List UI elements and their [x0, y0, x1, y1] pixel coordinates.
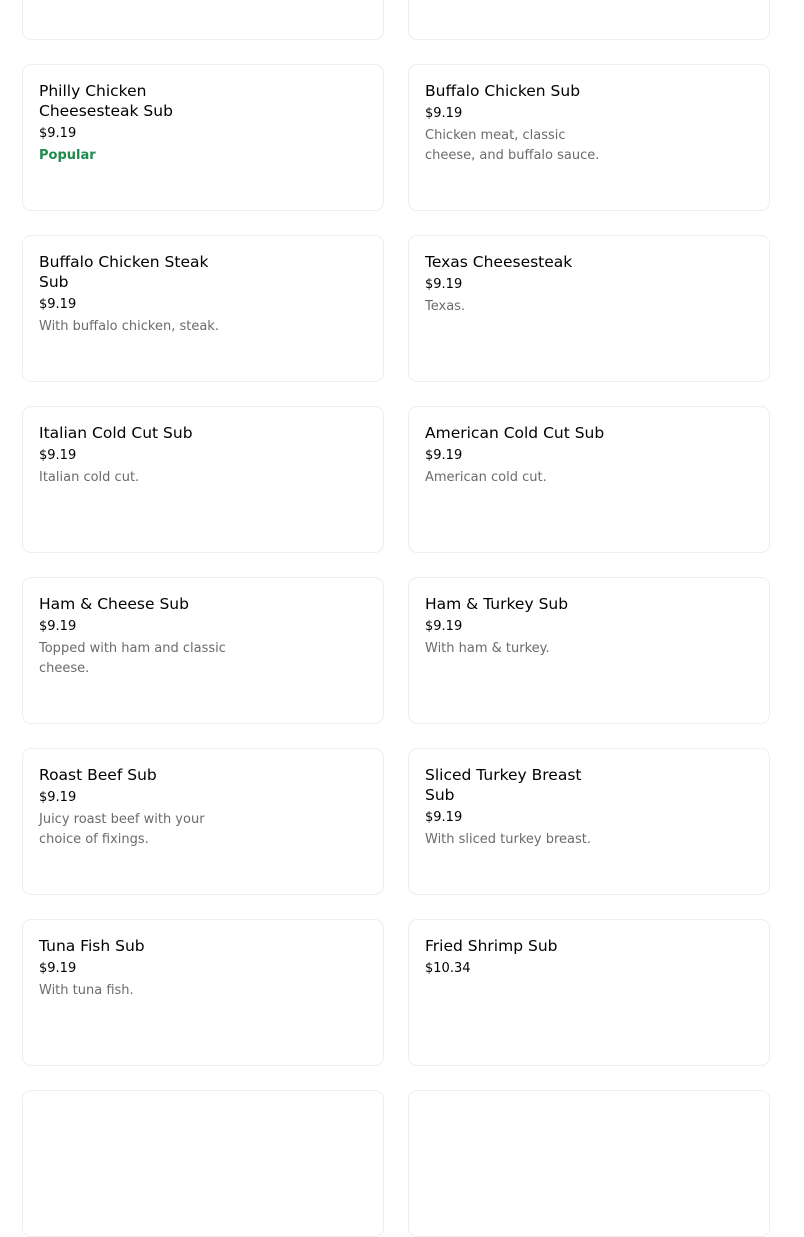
menu-item-name: Buffalo Chicken Steak Sub: [39, 253, 209, 291]
menu-item-name: Texas Cheesesteak: [425, 253, 573, 271]
menu-item-description: Texas.: [425, 299, 466, 314]
menu-item-content: [425, 423, 615, 488]
menu-item-card-tuna-fish[interactable]: [22, 919, 384, 1066]
menu-item-name: Roast Beef Sub: [39, 766, 157, 784]
menu-item-card-ham-turkey[interactable]: [408, 577, 770, 724]
menu-item-name: Buffalo Chicken Sub: [425, 82, 581, 100]
menu-item-price: $9.19: [425, 810, 463, 825]
menu-item-description: Juicy roast beef with your choice of fixings.: [39, 812, 205, 847]
menu-item-card-philly-chicken-cheesesteak[interactable]: [22, 64, 384, 211]
menu-item-name: American Cold Cut Sub: [425, 424, 605, 442]
menu-item-description: With ham & turkey.: [425, 641, 550, 656]
menu-item-name: Ham & Cheese Sub: [39, 595, 189, 613]
menu-item-card-fried-shrimp[interactable]: [408, 919, 770, 1066]
menu-item-card-italian-cold-cut[interactable]: [22, 406, 384, 553]
menu-item-description: With sliced turkey breast.: [425, 832, 592, 847]
menu-item-card-texas-cheesesteak[interactable]: [408, 235, 770, 382]
menu-item-description: With buffalo chicken, steak.: [39, 319, 219, 334]
menu-item-price: $9.19: [39, 961, 77, 976]
menu-item-price: $9.19: [39, 126, 77, 141]
menu-item-name: Tuna Fish Sub: [39, 937, 145, 955]
menu-item-price: $9.19: [39, 619, 77, 634]
menu-item-card-american-cold-cut[interactable]: [408, 406, 770, 553]
menu-item-content: [425, 936, 615, 977]
menu-item-price: $9.19: [39, 297, 77, 312]
menu-item-card[interactable]: [408, 0, 770, 40]
menu-item-description: American cold cut.: [425, 470, 547, 485]
menu-item-content: [39, 594, 229, 679]
menu-item-price: $9.19: [425, 619, 463, 634]
menu-item-card[interactable]: [22, 1090, 384, 1237]
menu-item-price: $9.19: [39, 790, 77, 805]
menu-item-content: [39, 765, 229, 850]
menu-item-name: Sliced Turkey Breast Sub: [425, 766, 582, 804]
menu-item-description: Chicken meat, classic cheese, and buffalo sauce.: [425, 128, 600, 163]
menu-item-name: Philly Chicken Cheesesteak Sub: [39, 82, 173, 120]
menu-item-description: With tuna fish.: [39, 983, 134, 998]
menu-item-card-ham-cheese[interactable]: [22, 577, 384, 724]
menu-item-content: [39, 81, 229, 164]
menu-item-price: $9.19: [425, 106, 463, 121]
menu-item-description: Topped with ham and classic cheese.: [39, 641, 226, 676]
menu-item-description: Italian cold cut.: [39, 470, 140, 485]
menu-item-price: $10.34: [425, 961, 471, 976]
menu-item-content: [425, 594, 615, 659]
menu-item-name: Ham & Turkey Sub: [425, 595, 569, 613]
menu-item-content: [425, 252, 615, 317]
menu-item-price: $9.19: [39, 448, 77, 463]
menu-item-card[interactable]: [408, 1090, 770, 1237]
menu-item-content: [39, 936, 229, 1001]
menu-item-content: [425, 81, 615, 166]
menu-item-card-buffalo-chicken[interactable]: [408, 64, 770, 211]
menu-item-card-sliced-turkey-breast[interactable]: [408, 748, 770, 895]
menu-item-card[interactable]: [22, 0, 384, 40]
menu-item-name: Italian Cold Cut Sub: [39, 424, 193, 442]
menu-item-card-roast-beef[interactable]: [22, 748, 384, 895]
menu-item-content: [39, 252, 229, 337]
menu-item-card-buffalo-chicken-steak[interactable]: [22, 235, 384, 382]
popular-badge: Popular: [39, 148, 96, 163]
menu-item-price: $9.19: [425, 277, 463, 292]
menu-item-content: [39, 423, 229, 488]
menu-item-name: Fried Shrimp Sub: [425, 937, 558, 955]
menu-item-content: [425, 765, 615, 850]
menu-item-price: $9.19: [425, 448, 463, 463]
